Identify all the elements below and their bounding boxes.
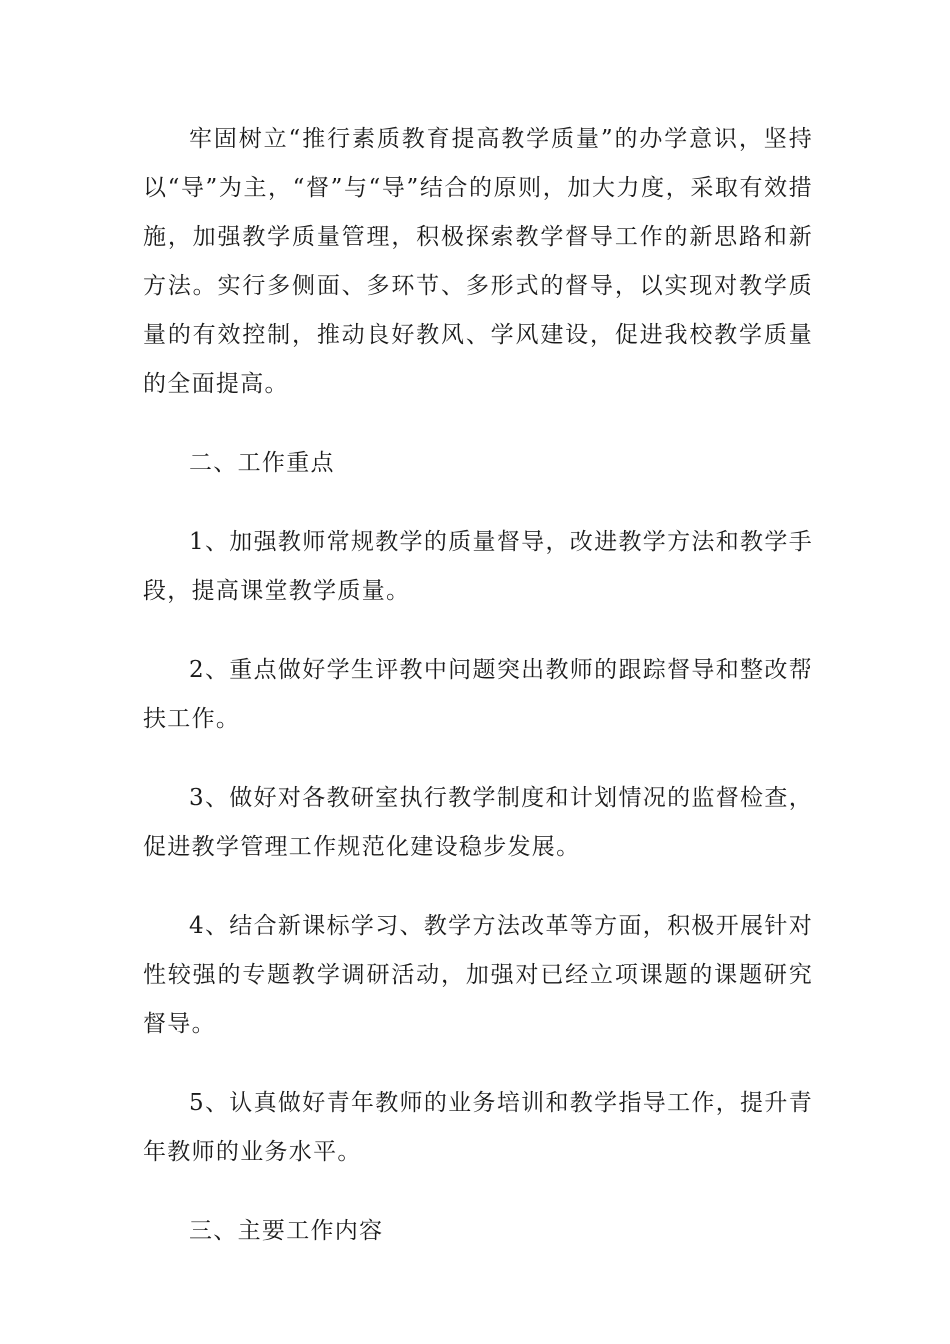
section-heading-2: 二、工作重点 (189, 450, 335, 476)
focus-item-4: 4、结合新课标学习、教学方法改革等方面，积极开展针对性较强的专题教学调研活动，加强对已经立项课题的课题研究督导。 (143, 913, 813, 1037)
focus-item-1: 1、加强教师常规教学的质量督导，改进教学方法和教学手段，提高课堂教学质量。 (143, 529, 813, 604)
focus-item-2: 2、重点做好学生评教中问题突出教师的跟踪督导和整改帮扶工作。 (143, 657, 813, 732)
focus-item-3: 3、做好对各教研室执行教学制度和计划情况的监督检查，促进教学管理工作规范化建设稳步发展。 (143, 785, 813, 860)
section-heading-3: 三、主要工作内容 (189, 1218, 384, 1244)
intro-paragraph: 牢固树立“推行素质教育提高教学质量”的办学意识，坚持以“导”为主，“督”与“导”结合的原则，加大力度，采取有效措施，加强教学质量管理，积极探索教学督导工作的新思路和新方法。实行多侧面、多环节、多形式的督导，以实现对教学质量的有效控制，推动良好教风、学风建设，促进我校教学质量的全面提高。 (143, 126, 813, 397)
document-body (143, 115, 813, 1286)
focus-item-5: 5、认真做好青年教师的业务培训和教学指导工作，提升青年教师的业务水平。 (143, 1090, 813, 1165)
